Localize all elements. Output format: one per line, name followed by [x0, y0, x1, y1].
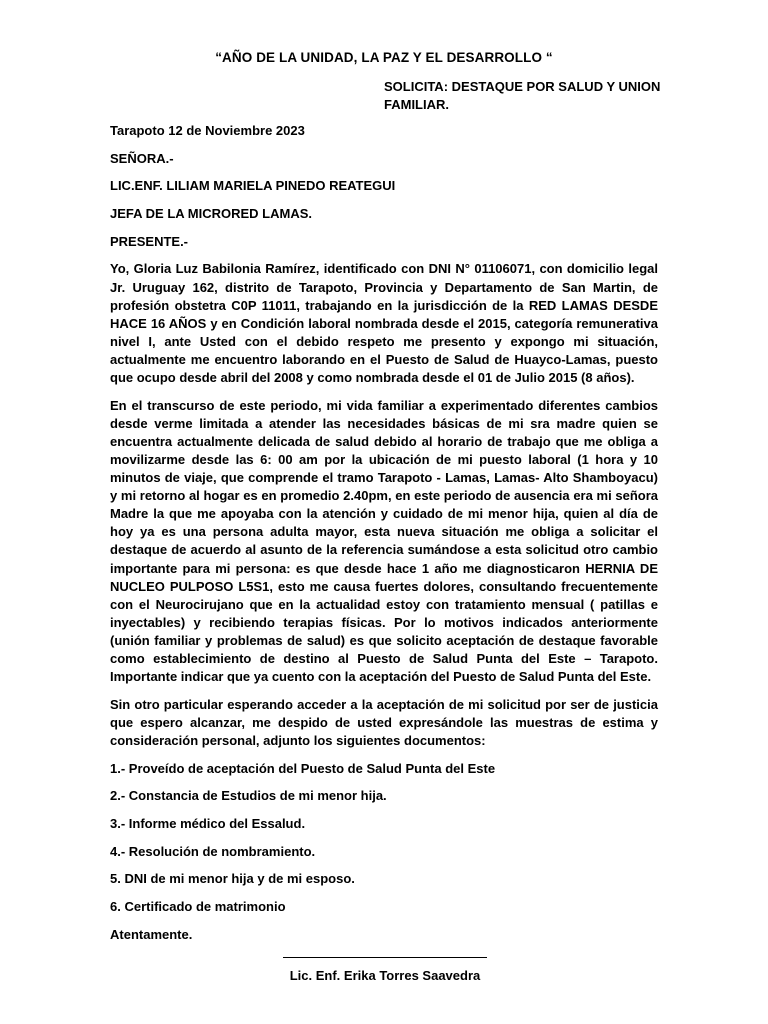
presente-line: PRESENTE.- — [110, 233, 189, 249]
closing-text: Atentamente. — [110, 926, 193, 942]
letter-date: Tarapoto 12 de Noviembre 2023 — [110, 123, 305, 138]
signature-line — [283, 957, 487, 958]
letter-body — [110, 122, 658, 953]
paragraph-reasons: En el transcurso de este periodo, mi vida familiar a experimentado diferentes cambios desde verme limitada a atender las necesidades básicas de mi sra madre quien se encuentra actualmente delicada de salud debido al horario de trabajo que me obliga a movilizarme desde las 6: 00 am por la ubicación de mi puesto laboral (1 hora y 10 minutos de viaje, que comprende el tramo Tarapoto - Lamas, Lamas- Alto Shamboyacu) y mi retorno al hogar es en promedio 2.40pm, en este periodo de ausencia era mi señora Madre la que me apoyaba con la atención y cuidado de mi menor hija, quien al día de hoy ya es una persona adulta mayor, esta nueva situación me obliga a solicitar el destaque de acuerdo al asunto de la referencia sumándose a esta solicitud otro cambio importante para mi persona: es que desde hace 1 año me diagnosticaron HERNIA DE NUCLEO PULPOSO L5S1, esto me causa fuertes dolores, consultando frecuentemente con el Neurocirujano que en la actualidad estoy con tratamiento mensual ( patillas e inyectables) y recibiendo terapias físicas. Por lo motivos indicados anteriormente (unión familiar y problemas de salud) es que solicito aceptación de destaque favorable como establecimiento de destino al Puesto de Salud Punta del Este – Tarapoto. Importante indicar que ya cuento con la aceptación del Puesto de Salud Punta del Este. — [110, 397, 658, 685]
attachment-item: 2.- Constancia de Estudios de mi menor hija. — [110, 788, 387, 804]
year-motto-heading: “AÑO DE LA UNIDAD, LA PAZ Y EL DESARROLLO “ — [215, 50, 553, 65]
paragraph-closing-request: Sin otro particular esperando acceder a la aceptación de mi solicitud por ser de justicia que espero alcanzar, me despido de usted expresándole las muestras de estima y consideración personal, adjunto los siguientes documentos: — [110, 696, 658, 748]
salutation-title: SEÑORA.- — [110, 150, 174, 166]
attachment-item: 1.- Proveído de aceptación del Puesto de Salud Punta del Este — [110, 760, 496, 776]
subject-line-2: FAMILIAR. — [384, 97, 449, 112]
attachment-item: 3.- Informe médico del Essalud. — [110, 816, 306, 832]
recipient-position: JEFA DE LA MICRORED LAMAS. — [110, 206, 312, 222]
paragraph-introduction: Yo, Gloria Luz Babilonia Ramírez, identificado con DNI N° 01106071, con domicilio legal Jr. Uruguay 162, distrito de Tarapoto, Provincia y Departamento de San Martin, de profesión obstetra C0P 11011, trabajando en la jurisdicción de la RED LAMAS DESDE HACE 16 AÑOS y en Condición laboral nombrada desde el 2015, categoría remunerativa nivel I, ante Usted con el debido respeto me presento y expongo mi situación, actualmente me encuentro laborando en el Puesto de Salud de Huayco-Lamas, puesto que ocupo desde abril del 2008 y como nombrada desde el 01 de Julio 2015 (8 años). — [110, 261, 658, 385]
attachment-item: 4.- Resolución de nombramiento. — [110, 843, 316, 859]
subject-line-1: SOLICITA: DESTAQUE POR SALUD Y UNION — [384, 79, 661, 94]
attachment-item: 5. DNI de mi menor hija y de mi esposo. — [110, 871, 355, 887]
recipient-name: LIC.ENF. LILIAM MARIELA PINEDO REATEGUI — [110, 178, 396, 194]
signature-name: Lic. Enf. Erika Torres Saavedra — [289, 968, 481, 983]
attachment-item: 6. Certificado de matrimonio — [110, 899, 286, 915]
subject-block — [384, 78, 664, 114]
